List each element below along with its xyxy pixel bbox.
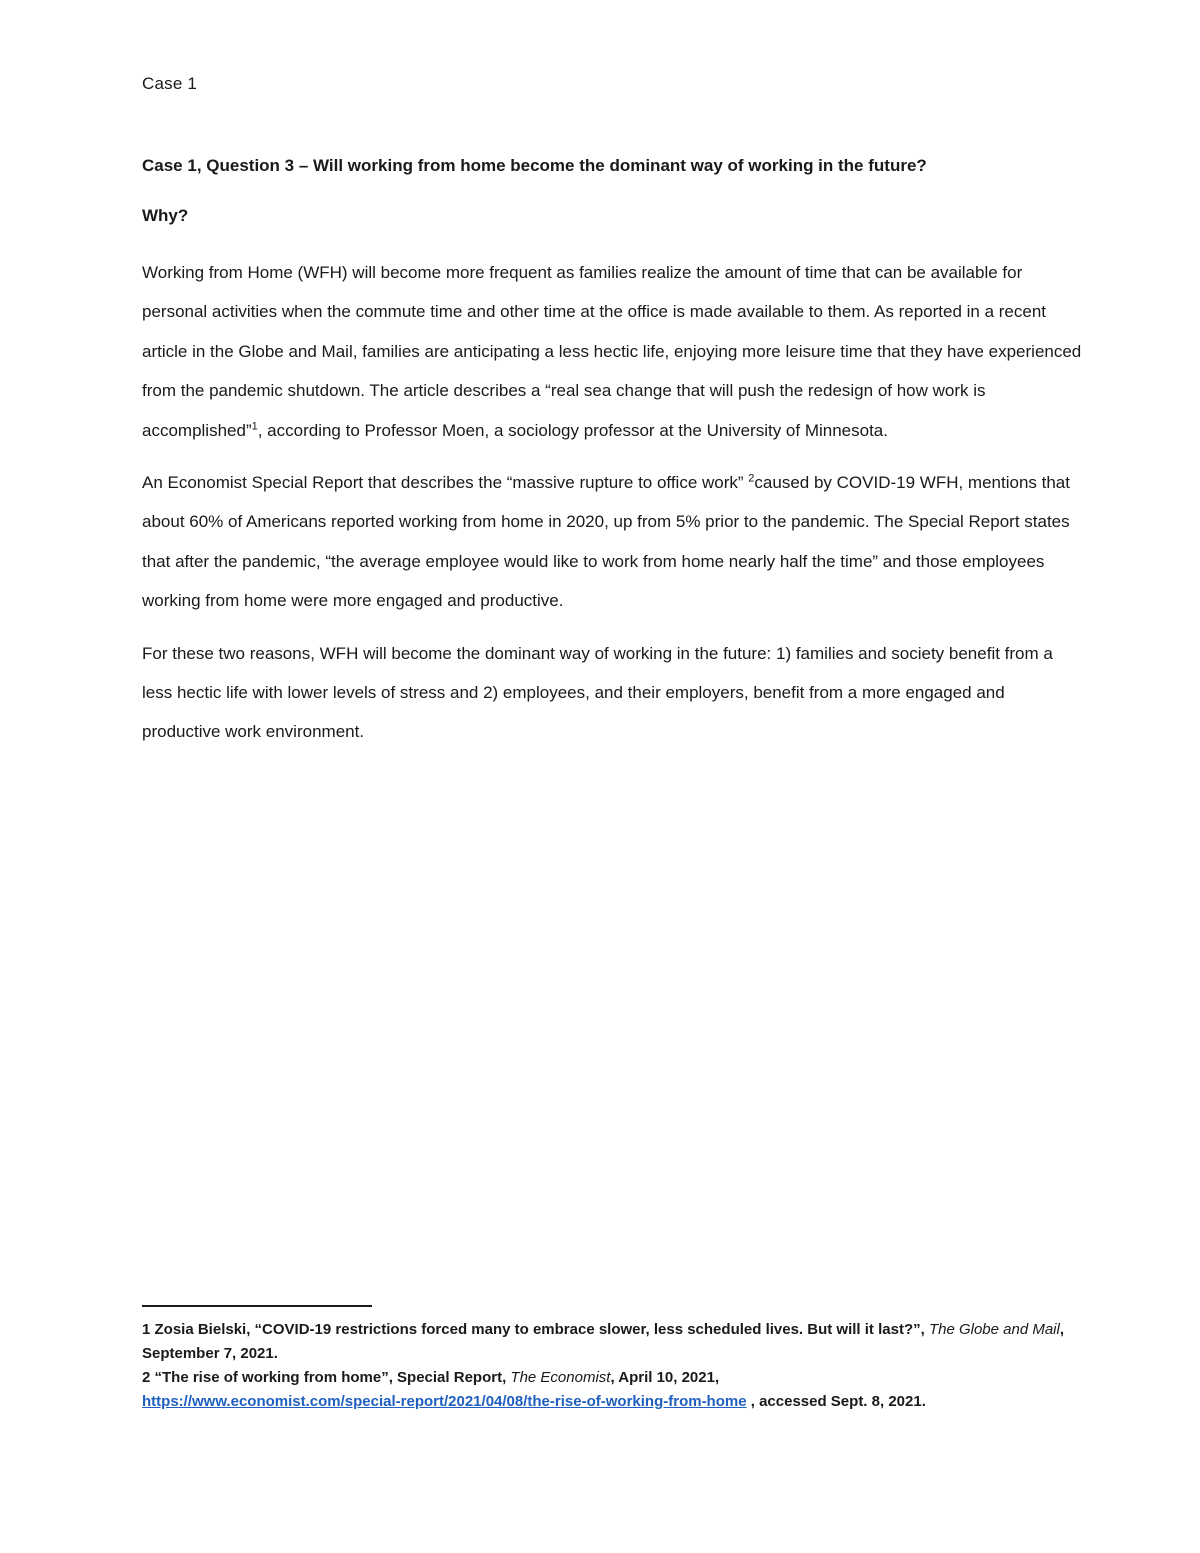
paragraph-1-text-a: Working from Home (WFH) will become more frequent as families realize the amount of time that can be available for personal activities when the commute time and other time at the office is made available to them. As reported in a recent article in the Globe and Mail, families are anticipating a less hectic life, enjoying more leisure time that they have experienced from the pandemic shutdown. The article describes a “real sea change that will push the redesign of how work is accomplished” [142,263,1082,440]
paragraph-3: For these two reasons, WFH will become the dominant way of working in the future: 1) families and society benefit from a less hectic life with lower levels of stress and 2) employees, and their employers, benefit from a more engaged and productive work environment. [142,643,1053,742]
body-text [142,253,1082,765]
question-why: Why? [142,206,189,225]
question-title: Case 1, Question 3 – Will working from home become the dominant way of working in the future? [142,156,927,175]
footnote-ref-2: 2 [748,472,755,485]
footnote-2-text-b: , April 10, 2021, [610,1369,720,1386]
footnote-1-text-b: , September 7, 2021. [142,1321,1065,1362]
footnote-2-link[interactable]: https://www.economist.com/special-report/2021/04/08/the-rise-of-working-from-home [142,1393,747,1410]
footnote-separator [142,1305,372,1307]
footnote-2-source: The Economist [510,1369,611,1386]
footnote-ref-1: 1 [251,419,258,432]
paragraph-2-text-b: caused by COVID-19 WFH, mentions that about 60% of Americans reported working from home in 2020, up from 5% prior to the pandemic. The Special Report states that after the pandemic, “the average employee would like to work from home nearly half the time” and those employees working from home were more engaged and productive. [142,473,1070,611]
footnote-1 [142,1318,1082,1366]
paragraph-1-text-b: , according to Professor Moen, a sociology professor at the University of Minnesota. [257,420,888,440]
footnote-2-text-a: 2 “The rise of working from home”, Special Report, [142,1369,511,1386]
footnote-1-source: The Globe and Mail [928,1321,1060,1338]
footnote-1-text-a: 1 Zosia Bielski, “COVID-19 restrictions forced many to embrace slower, less scheduled lives. But will it last?”, [142,1321,929,1338]
footnotes [142,1318,1082,1414]
paragraph-2-text-a: An Economist Special Report that describes the “massive rupture to office work” [142,473,749,493]
paragraph-1 [142,253,1082,450]
page-header: Case 1 [142,74,198,93]
paragraph-2 [142,463,1082,621]
footnote-2 [142,1366,1082,1414]
question-heading [142,146,1082,235]
footnote-2-text-c: , accessed Sept. 8, 2021. [746,1393,926,1410]
